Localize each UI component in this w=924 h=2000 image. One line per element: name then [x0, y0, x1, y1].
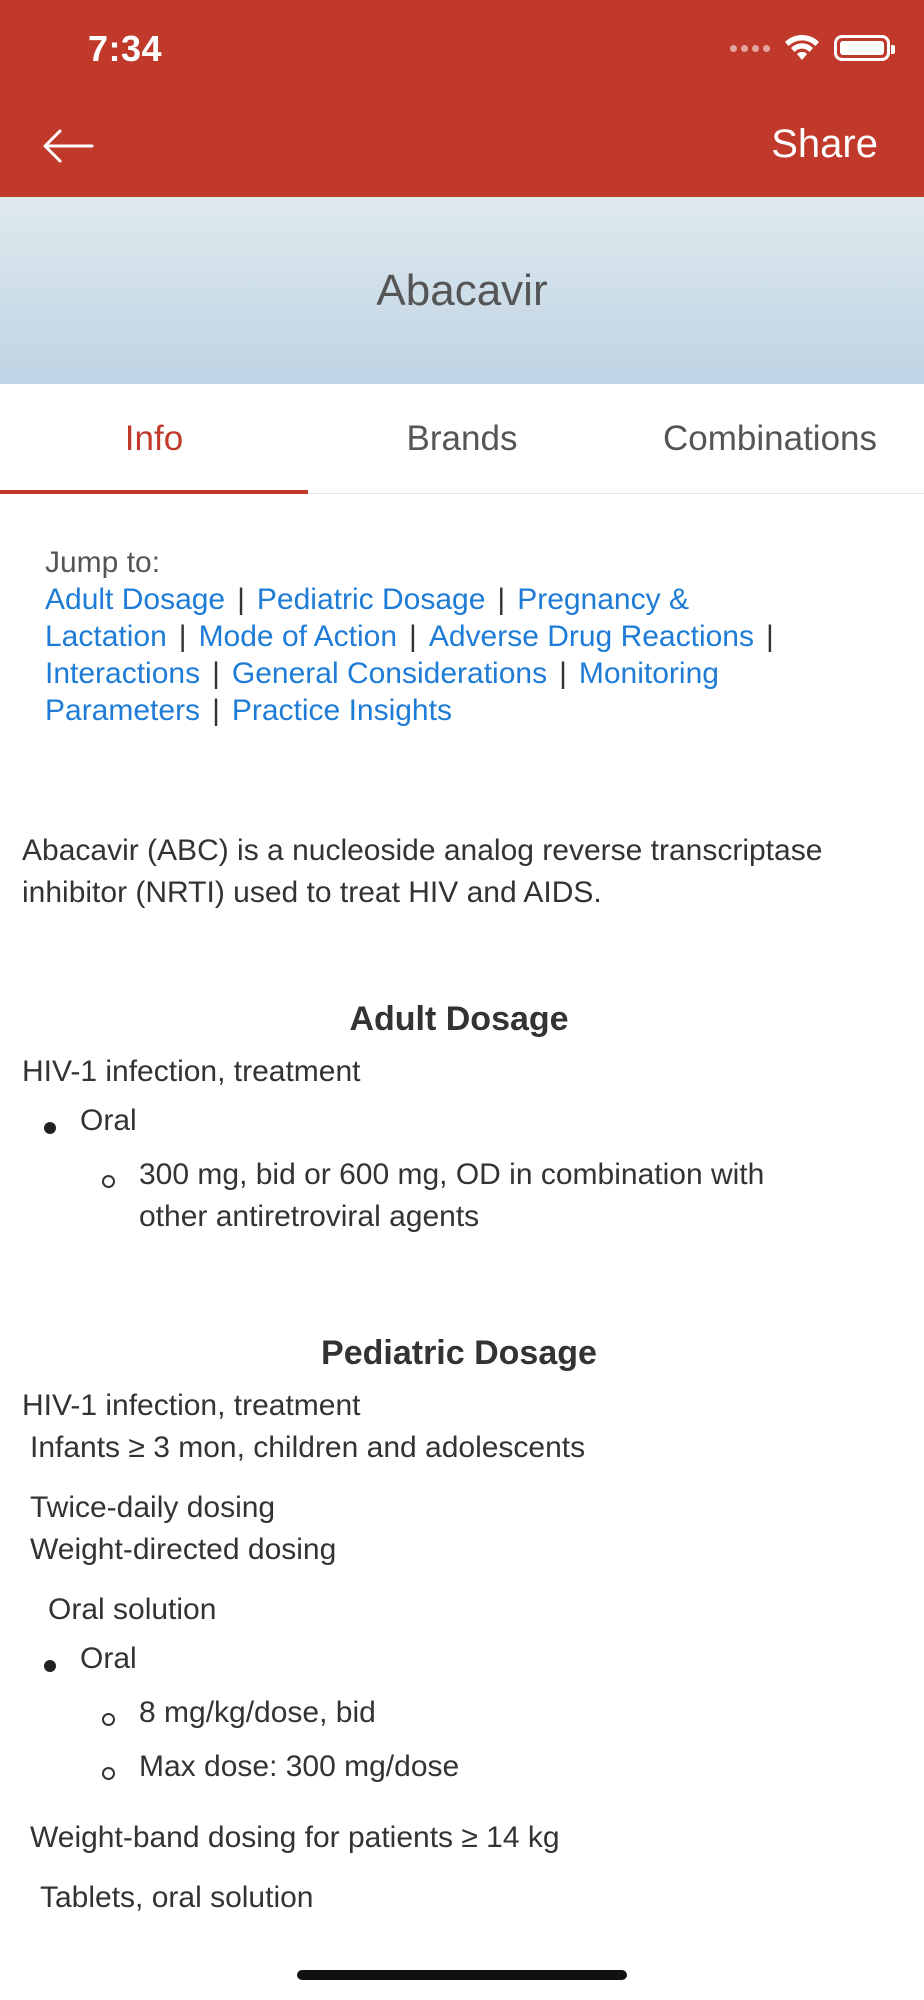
intro-paragraph: Abacavir (ABC) is a nucleoside analog reverse transcriptase inhibitor (NRTI) used to treat HIV and AIDS.: [22, 834, 823, 909]
jump-line-4: [45, 692, 885, 729]
jump-link-pregnancy-lactation[interactable]: Pregnancy &: [517, 583, 689, 616]
separator: |: [212, 694, 220, 727]
cellular-signal-icon: [730, 45, 770, 52]
jump-link-adult-dosage[interactable]: Adult Dosage: [45, 583, 226, 616]
separator: |: [409, 620, 417, 653]
separator: |: [497, 583, 506, 616]
jump-line-2: [45, 618, 885, 655]
pediatric-schedule: Twice-daily dosing: [30, 1491, 276, 1524]
pediatric-dosage-heading: Pediatric Dosage: [321, 1334, 597, 1372]
adult-indication: HIV-1 infection, treatment: [22, 1055, 361, 1088]
sub-bullet-icon: [102, 1767, 115, 1780]
page-title: Abacavir: [376, 265, 548, 315]
pediatric-form: Oral solution: [48, 1593, 217, 1626]
jump-line-3: [45, 655, 885, 692]
separator: |: [237, 583, 245, 616]
jump-link-practice-insights[interactable]: Practice Insights: [231, 694, 452, 727]
jump-link-adverse-reactions[interactable]: Adverse Drug Reactions: [428, 620, 754, 653]
weight-band-form: Tablets, oral solution: [40, 1881, 314, 1914]
adult-dosage-heading: Adult Dosage: [349, 1000, 569, 1038]
separator: |: [765, 620, 774, 653]
status-time: 7:34: [88, 28, 163, 69]
pediatric-indication: HIV-1 infection, treatment: [22, 1389, 361, 1422]
status-icons: [730, 34, 890, 62]
separator: |: [178, 620, 187, 653]
drug-header: [0, 197, 924, 384]
jump-to-label: Jump to:: [45, 546, 161, 579]
jump-to-nav: [45, 544, 885, 729]
bullet-icon: [44, 1660, 56, 1672]
arrow-left-icon: [42, 128, 94, 164]
pediatric-population: Infants ≥ 3 mon, children and adolescents: [30, 1431, 586, 1464]
home-indicator[interactable]: [297, 1970, 627, 1980]
adult-route: Oral: [80, 1104, 137, 1137]
weight-band-heading: Weight-band dosing for patients ≥ 14 kg: [30, 1821, 560, 1854]
app-bar: [0, 0, 924, 197]
tab-combinations[interactable]: Combinations: [663, 418, 877, 458]
jump-line-1: [45, 581, 885, 618]
pediatric-dose: 8 mg/kg/dose, bid: [139, 1696, 376, 1729]
adult-dose-line-2: other antiretroviral agents: [139, 1200, 480, 1233]
back-button[interactable]: [40, 118, 96, 174]
sub-bullet-icon: [102, 1713, 115, 1726]
wifi-icon: [784, 34, 820, 62]
jump-link-pediatric-dosage[interactable]: Pediatric Dosage: [256, 583, 486, 616]
share-button[interactable]: Share: [771, 122, 878, 166]
jump-link-monitoring-parameters-cont[interactable]: Parameters: [45, 694, 201, 727]
jump-link-monitoring-parameters[interactable]: Monitoring: [578, 657, 719, 690]
sub-bullet-icon: [102, 1175, 115, 1188]
adult-dose-line-1: 300 mg, bid or 600 mg, OD in combination with: [139, 1158, 765, 1191]
bullet-icon: [44, 1122, 56, 1134]
jump-link-interactions[interactable]: Interactions: [45, 657, 201, 690]
jump-link-pregnancy-lactation-cont[interactable]: Lactation: [45, 620, 167, 653]
battery-icon: [834, 35, 890, 61]
tab-info[interactable]: Info: [0, 384, 308, 493]
tab-brands[interactable]: Brands: [406, 418, 518, 458]
pediatric-route: Oral: [80, 1642, 137, 1675]
separator: |: [559, 657, 567, 690]
tab-bar: [0, 384, 924, 494]
jump-link-general-considerations[interactable]: General Considerations: [231, 657, 548, 690]
pediatric-method: Weight-directed dosing: [30, 1533, 337, 1566]
pediatric-max-dose: Max dose: 300 mg/dose: [139, 1750, 460, 1783]
separator: |: [212, 657, 220, 690]
jump-link-mode-of-action[interactable]: Mode of Action: [198, 620, 398, 653]
